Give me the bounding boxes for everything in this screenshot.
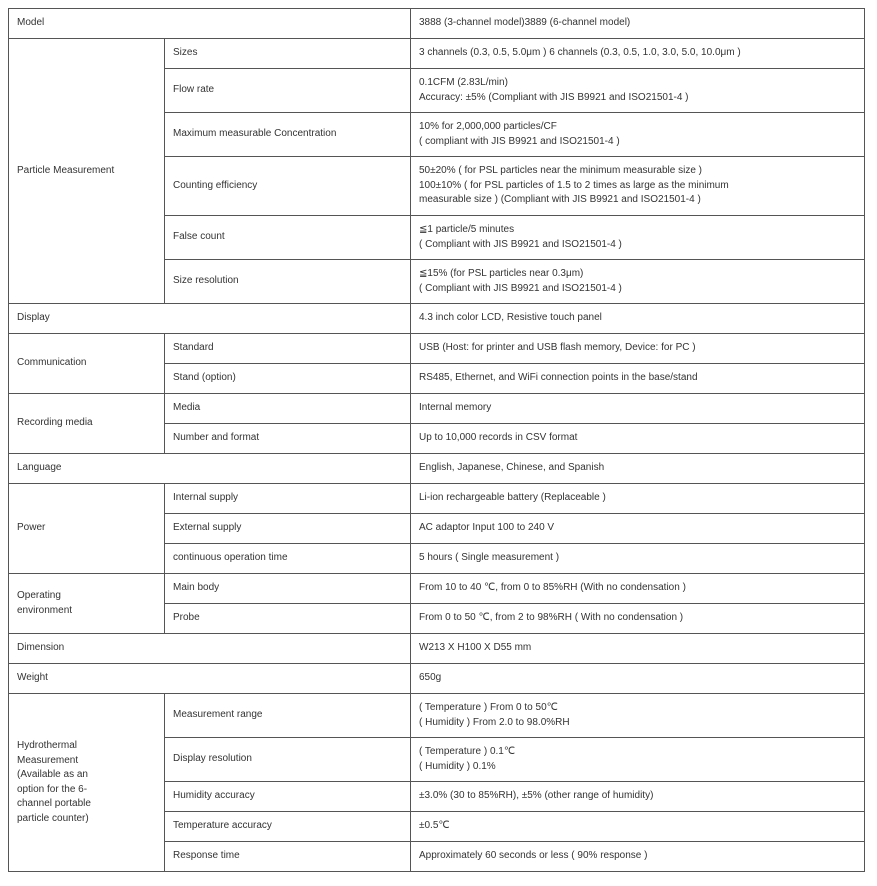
value-line: ( Humidity ) 0.1% (419, 760, 496, 772)
row-label-model: Model (9, 9, 411, 39)
group-label-communication: Communication (9, 334, 165, 394)
value-size-resolution (411, 260, 865, 304)
sub-label-counting-efficiency: Counting efficiency (165, 157, 411, 216)
sub-label-max-concentration: Maximum measurable Concentration (165, 113, 411, 157)
row-label-dimension: Dimension (9, 634, 411, 664)
value-false-count (411, 216, 865, 260)
sub-label-size-resolution: Size resolution (165, 260, 411, 304)
value-line: 10% for 2,000,000 particles/CF (419, 121, 557, 132)
value-display-resolution (411, 738, 865, 782)
row-value-model: 3888 (3-channel model)3889 (6-channel model) (411, 9, 865, 39)
sub-label-measurement-range: Measurement range (165, 694, 411, 738)
specifications-table (8, 8, 865, 872)
table-row (9, 574, 865, 604)
row-value-weight: 650g (411, 664, 865, 694)
value-temperature-accuracy: ±0.5℃ (411, 812, 865, 842)
sub-label-probe: Probe (165, 604, 411, 634)
group-label-hydrothermal (9, 694, 165, 872)
value-line: ≦1 particle/5 minutes (419, 224, 515, 235)
group-label-line: (Available as an (17, 769, 88, 780)
group-label-line: particle counter) (17, 812, 89, 824)
value-main-body: From 10 to 40 ℃, from 0 to 85%RH (With no condensation ) (411, 574, 865, 604)
sub-label-temperature-accuracy: Temperature accuracy (165, 812, 411, 842)
value-probe: From 0 to 50 ℃, from 2 to 98%RH ( With no condensation ) (411, 604, 865, 634)
sub-label-humidity-accuracy: Humidity accuracy (165, 782, 411, 812)
value-standard: USB (Host: for printer and USB flash memory, Device: for PC ) (411, 334, 865, 364)
group-label-recording-media: Recording media (9, 394, 165, 454)
sub-label-standard: Standard (165, 334, 411, 364)
value-max-concentration (411, 113, 865, 157)
value-line: ( Compliant with JIS B9921 and ISO21501-4 ) (419, 282, 622, 294)
sub-label-continuous-operation: continuous operation time (165, 544, 411, 574)
value-flow-rate (411, 69, 865, 113)
table-row (9, 304, 865, 334)
group-label-line: Hydrothermal (17, 740, 78, 751)
table-row (9, 634, 865, 664)
table-row (9, 664, 865, 694)
sub-label-internal-supply: Internal supply (165, 484, 411, 514)
row-value-language: English, Japanese, Chinese, and Spanish (411, 454, 865, 484)
row-label-language: Language (9, 454, 411, 484)
sub-label-media: Media (165, 394, 411, 424)
value-humidity-accuracy: ±3.0% (30 to 85%RH), ±5% (other range of humidity) (411, 782, 865, 812)
value-line: 100±10% ( for PSL particles of 1.5 to 2 times as large as the minimum (419, 179, 729, 191)
value-number-format: Up to 10,000 records in CSV format (411, 424, 865, 454)
value-line: 50±20% ( for PSL particles near the minimum measurable size ) (419, 165, 703, 177)
table-row (9, 454, 865, 484)
value-sizes: 3 channels (0.3, 0.5, 5.0μm ) 6 channels (0.3, 0.5, 1.0, 3.0, 5.0, 10.0μm ) (411, 39, 865, 69)
group-label-line: option for the 6- (17, 783, 88, 795)
value-line: ( Temperature ) From 0 to 50℃ (419, 702, 558, 713)
value-counting-efficiency (411, 157, 865, 216)
group-label-line: channel portable (17, 798, 91, 809)
table-row (9, 39, 865, 69)
value-external-supply: AC adaptor Input 100 to 240 V (411, 514, 865, 544)
row-value-dimension: W213 X H100 X D55 mm (411, 634, 865, 664)
sub-label-number-format: Number and format (165, 424, 411, 454)
group-label-line: Operating (17, 590, 61, 601)
group-label-operating-environment (9, 574, 165, 634)
sub-label-stand-option: Stand (option) (165, 364, 411, 394)
table-row (9, 394, 865, 424)
row-label-display: Display (9, 304, 411, 334)
table-row (9, 334, 865, 364)
sub-label-false-count: False count (165, 216, 411, 260)
value-stand-option: RS485, Ethernet, and WiFi connection points in the base/stand (411, 364, 865, 394)
value-continuous-operation: 5 hours ( Single measurement ) (411, 544, 865, 574)
table-row (9, 484, 865, 514)
row-label-weight: Weight (9, 664, 411, 694)
value-line: 0.1CFM (2.83L/min) (419, 77, 508, 88)
value-response-time: Approximately 60 seconds or less ( 90% response ) (411, 842, 865, 872)
value-line: ( compliant with JIS B9921 and ISO21501-4 ) (419, 135, 620, 147)
table-row (9, 9, 865, 39)
sub-label-display-resolution: Display resolution (165, 738, 411, 782)
value-line: measurable size ) (Compliant with JIS B9921 and ISO21501-4 ) (419, 194, 701, 206)
group-label-line: environment (17, 604, 73, 616)
value-internal-supply: Li-ion rechargeable battery (Replaceable ) (411, 484, 865, 514)
value-media: Internal memory (411, 394, 865, 424)
value-line: ( Humidity ) From 2.0 to 98.0%RH (419, 716, 570, 728)
sub-label-flow-rate: Flow rate (165, 69, 411, 113)
sub-label-main-body: Main body (165, 574, 411, 604)
table-row (9, 694, 865, 738)
row-value-display: 4.3 inch color LCD, Resistive touch panel (411, 304, 865, 334)
sub-label-sizes: Sizes (165, 39, 411, 69)
value-line: Accuracy: ±5% (Compliant with JIS B9921 and ISO21501-4 ) (419, 91, 689, 103)
group-label-power: Power (9, 484, 165, 574)
group-label-line: Measurement (17, 754, 79, 766)
value-line: ( Temperature ) 0.1℃ (419, 746, 516, 757)
value-line: ( Compliant with JIS B9921 and ISO21501-4 ) (419, 238, 622, 250)
value-measurement-range (411, 694, 865, 738)
sub-label-external-supply: External supply (165, 514, 411, 544)
value-line: ≦15% (for PSL particles near 0.3μm) (419, 268, 584, 279)
sub-label-response-time: Response time (165, 842, 411, 872)
group-label-particle: Particle Measurement (9, 39, 165, 304)
